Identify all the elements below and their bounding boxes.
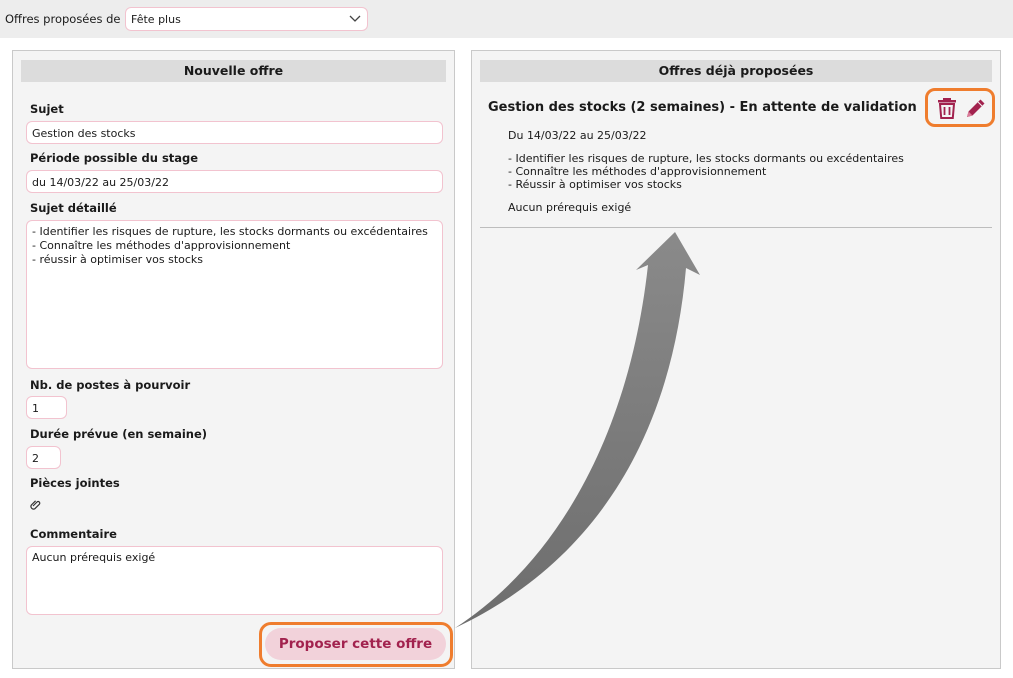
period-input[interactable]: du 14/03/22 au 25/03/22 xyxy=(26,170,443,193)
offer-description: - Identifier les risques de rupture, les stocks dormants ou excédentaires - Connaître les méthodes d'approvisionnement - Réussir à optimiser vos stocks xyxy=(508,152,904,191)
paperclip-icon[interactable] xyxy=(30,499,42,511)
pencil-icon[interactable] xyxy=(964,96,988,120)
trash-icon[interactable] xyxy=(936,96,958,120)
new-offer-panel xyxy=(12,50,455,669)
comment-textarea[interactable]: Aucun prérequis exigé xyxy=(26,546,443,615)
subject-label: Sujet xyxy=(30,102,64,116)
period-label: Période possible du stage xyxy=(30,151,199,165)
duration-label: Durée prévue (en semaine) xyxy=(30,427,208,441)
offer-actions-highlight xyxy=(925,88,995,127)
new-offer-header: Nouvelle offre xyxy=(21,60,446,82)
positions-label: Nb. de postes à pourvoir xyxy=(30,378,191,392)
comment-label: Commentaire xyxy=(30,527,117,541)
propose-button-highlight xyxy=(259,622,453,667)
offer-title: Gestion des stocks (2 semaines) - En attente de validation xyxy=(488,100,917,115)
company-select[interactable] xyxy=(125,7,368,31)
proposed-offers-panel xyxy=(471,50,1001,669)
positions-input[interactable]: 1 xyxy=(26,396,67,419)
offer-divider xyxy=(480,227,992,228)
detail-textarea[interactable]: - Identifier les risques de rupture, les stocks dormants ou excédentaires - Connaître les méthodes d'approvisionnement - réussir à optimiser vos stocks xyxy=(26,220,443,369)
attachments-label: Pièces jointes xyxy=(30,476,120,490)
proposed-offers-header: Offres déjà proposées xyxy=(480,60,992,82)
company-select-value: Fête plus xyxy=(131,13,181,26)
offer-comment: Aucun prérequis exigé xyxy=(508,201,632,214)
offer-dates: Du 14/03/22 au 25/03/22 xyxy=(508,129,647,142)
subject-input[interactable]: Gestion des stocks xyxy=(26,121,443,144)
chevron-down-icon xyxy=(349,14,361,24)
company-select-label: Offres proposées de xyxy=(5,12,121,26)
top-bar xyxy=(0,0,1013,38)
duration-input[interactable]: 2 xyxy=(26,446,61,469)
detail-label: Sujet détaillé xyxy=(30,201,117,215)
propose-offer-button[interactable]: Proposer cette offre xyxy=(265,628,446,660)
